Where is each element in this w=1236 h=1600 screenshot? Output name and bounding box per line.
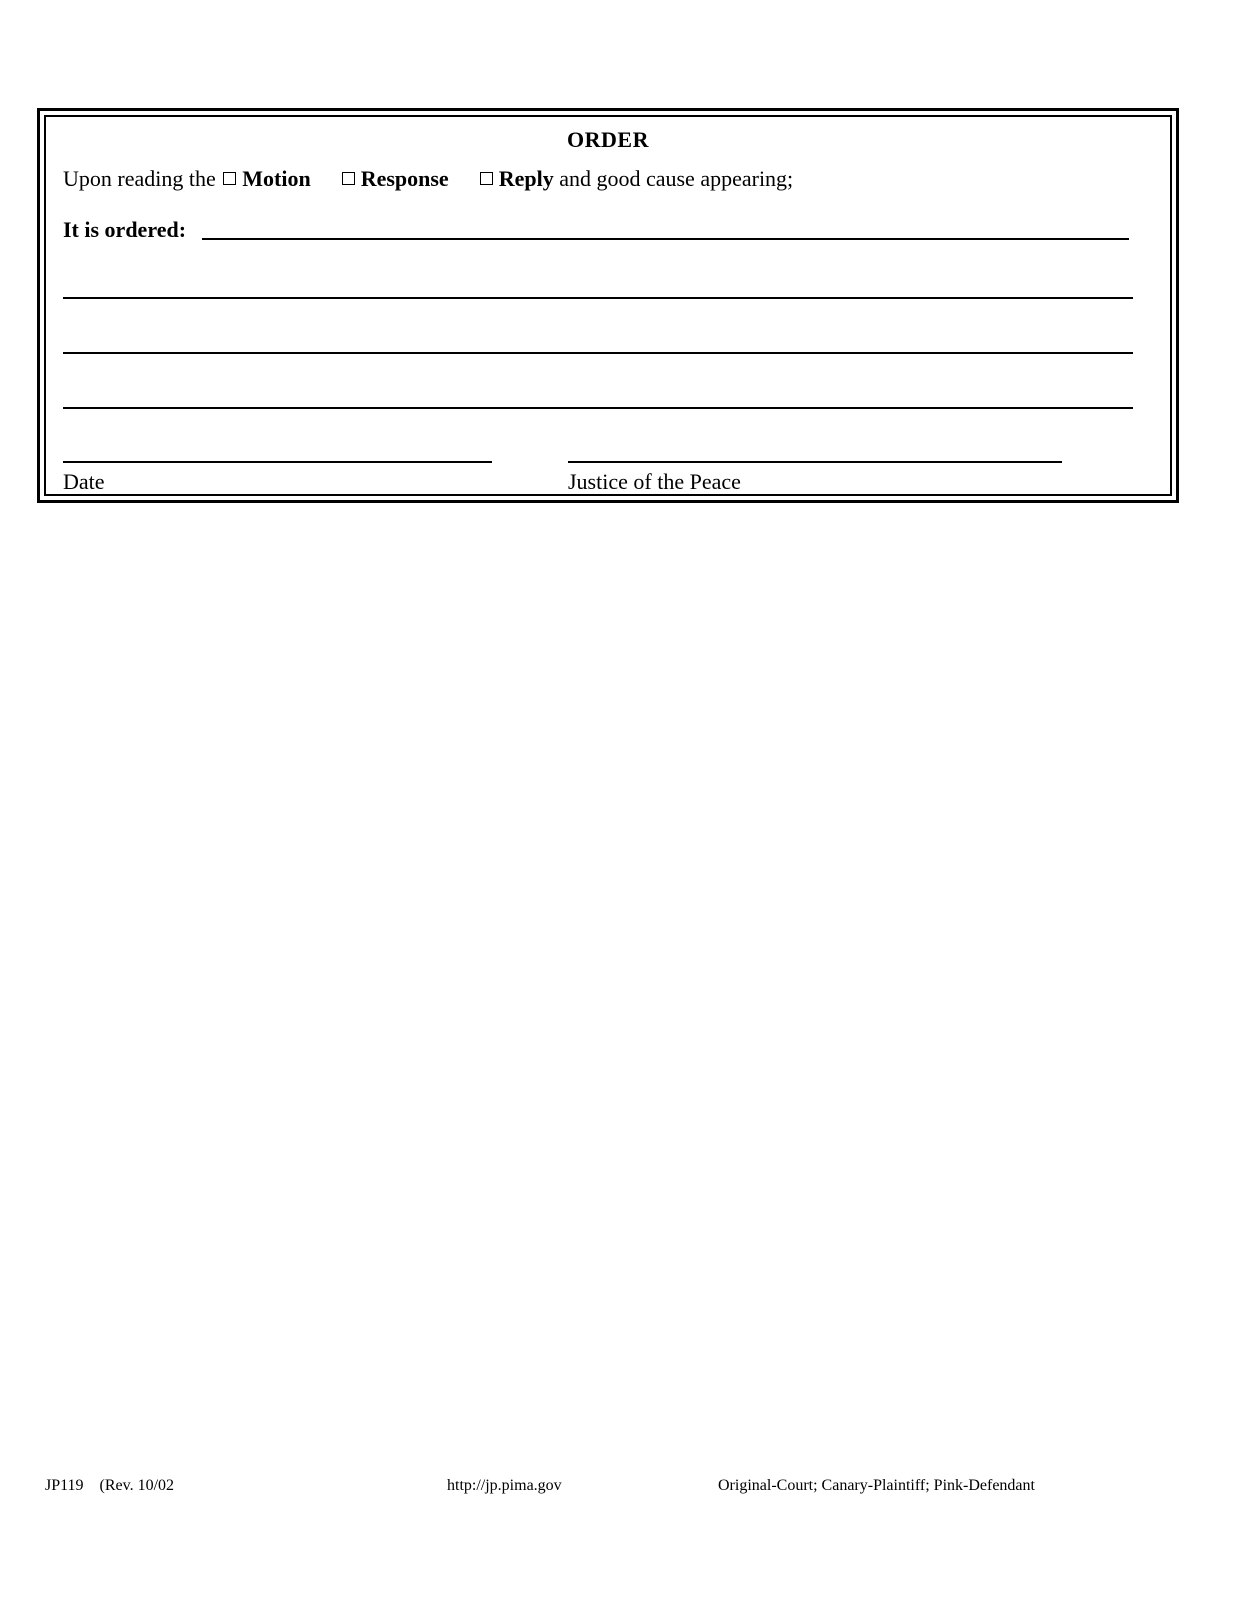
upon-reading-line <box>63 166 793 192</box>
order-section <box>37 108 1179 503</box>
ordered-line-2[interactable] <box>63 297 1133 299</box>
reply-checkbox[interactable] <box>480 172 493 185</box>
order-title: ORDER <box>567 127 649 152</box>
date-label: Date <box>63 469 105 494</box>
motion-label: Motion <box>242 166 311 191</box>
motion-checkbox[interactable] <box>223 172 236 185</box>
date-signature-line[interactable] <box>63 461 492 463</box>
order-section-inner-border <box>44 115 1172 496</box>
footer-distribution: Original-Court; Canary-Plaintiff; Pink-Defendant <box>718 1477 1035 1494</box>
upon-suffix: and good cause appearing; <box>559 166 794 191</box>
response-checkbox[interactable] <box>342 172 355 185</box>
form-revision: (Rev. 10/02 <box>99 1477 175 1494</box>
response-label: Response <box>360 166 449 191</box>
form-id: JP119 <box>45 1477 84 1494</box>
ordered-line-4[interactable] <box>63 407 1133 409</box>
footer-form-id <box>45 1477 174 1495</box>
justice-of-the-peace-label: Justice of the Peace <box>568 469 741 494</box>
upon-prefix: Upon reading the <box>63 166 216 191</box>
footer-url[interactable]: http://jp.pima.gov <box>447 1477 562 1494</box>
ordered-line-1[interactable] <box>202 238 1129 240</box>
it-is-ordered-label: It is ordered: <box>63 217 187 242</box>
judge-signature-line[interactable] <box>568 461 1062 463</box>
reply-label: Reply <box>498 166 554 191</box>
ordered-line-3[interactable] <box>63 352 1133 354</box>
